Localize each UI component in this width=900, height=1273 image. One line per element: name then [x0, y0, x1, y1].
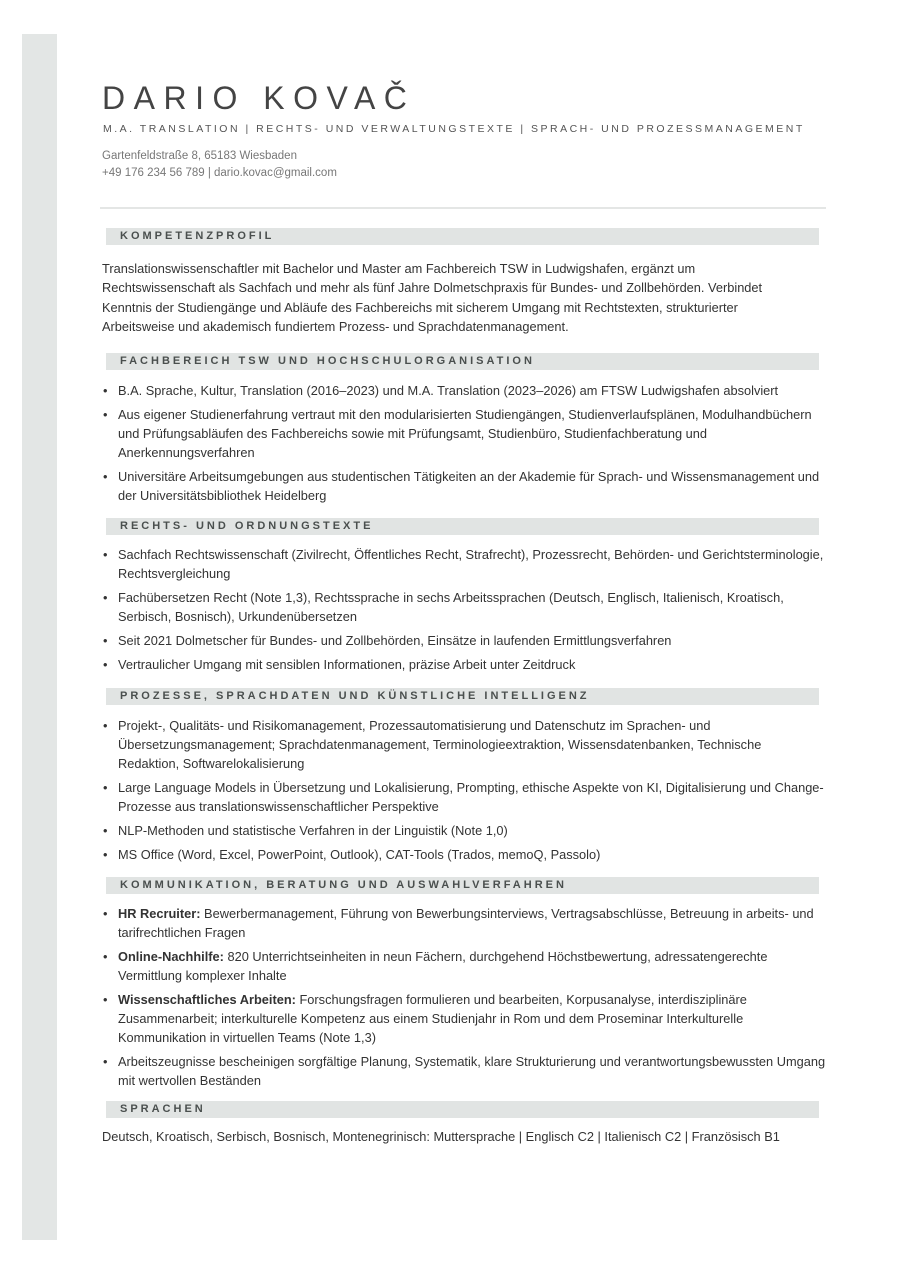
address: Gartenfeldstraße 8, 65183 Wiesbaden — [102, 150, 297, 162]
contact-block — [102, 148, 337, 182]
section-title-profile: KOMPETENZPROFIL — [106, 228, 819, 245]
legal-list — [102, 545, 826, 679]
section-title-faculty: FACHBEREICH TSW UND HOCHSCHULORGANISATION — [106, 353, 819, 370]
item-text: Arbeitszeugnisse bescheinigen sorgfältige Planung, Systematik, klare Strukturierung und verantwortungsbewussten Umgang mit wertvollen Beständen — [118, 1054, 826, 1088]
section-title-communication: KOMMUNIKATION, BERATUNG UND AUSWAHLVERFAHREN — [106, 877, 819, 894]
list-item: • Aus eigener Studienerfahrung vertraut mit den modularisierten Studiengängen, Studienverlaufsplänen, Modulhandbüchern und Prüfungsabläufen des Fachbereichs sowie mit Prüfungsamt, Studienbüro, Studienfachberatung und Anerkennungsverfahren — [102, 405, 826, 462]
faculty-list — [102, 381, 826, 510]
candidate-name: DARIO KOVAČ — [102, 80, 416, 116]
candidate-subtitle: M.A. TRANSLATION | RECHTS- UND VERWALTUNGSTEXTE | SPRACH- UND PROZESSMANAGEMENT — [103, 123, 805, 135]
profile-text: Translationswissenschaftler mit Bachelor und Master am Fachbereich TSW in Ludwigshafen, ergänzt um Rechtswissenschaft als Sachfach und mehr als fünf Jahre Dolmetschpraxis für Bundes- und Zollbehörden. Verbindet Kenntnis der Studiengänge und Abläufe des Fachbereichs mit sicherem Umgang mit Rechtstexten, strukturierter Arbeitsweise und akademisch fundiertem Prozess- und Sprachdatenmanagement. — [102, 261, 763, 334]
list-item: • B.A. Sprache, Kultur, Translation (2016–2023) und M.A. Translation (2023–2026) am FTSW Ludwigshafen absolviert — [102, 381, 826, 400]
list-item: • Universitäre Arbeitsumgebungen aus studentischen Tätigkeiten an der Akademie für Sprach- und Wissensmanagement und der Universitätsbibliothek Heidelberg — [102, 467, 826, 505]
list-item: • MS Office (Word, Excel, PowerPoint, Outlook), CAT-Tools (Trados, memoQ, Passolo) — [102, 845, 826, 864]
list-item: • Large Language Models in Übersetzung und Lokalisierung, Prompting, ethische Aspekte von KI, Digitalisierung und Change-Prozesse aus translationswissenschaftlicher Perspektive — [102, 778, 826, 816]
languages-text: Deutsch, Kroatisch, Serbisch, Bosnisch, Montenegrinisch: Muttersprache | Englisch C2 | Italienisch C2 | Französisch B1 — [102, 1129, 780, 1144]
section-title-languages: SPRACHEN — [106, 1101, 819, 1118]
list-item: • Sachfach Rechtswissenschaft (Zivilrecht, Öffentliches Recht, Strafrecht), Prozessrecht, Behörden- und Gerichtsterminologie, Rechtsvergleichung — [102, 545, 826, 583]
processes-list — [102, 716, 826, 869]
decorative-sidebar — [22, 34, 57, 1240]
list-item: • Fachübersetzen Recht (Note 1,3), Rechtssprache in sechs Arbeitssprachen (Deutsch, Englisch, Italienisch, Kroatisch, Serbisch, Bosnisch), Urkundenübersetzen — [102, 588, 826, 626]
item-label: HR Recruiter: — [118, 906, 201, 921]
list-item: • Vertraulicher Umgang mit sensiblen Informationen, präzise Arbeit unter Zeitdruck — [102, 655, 826, 674]
section-title-legal: RECHTS- UND ORDNUNGSTEXTE — [106, 518, 819, 535]
communication-list — [102, 904, 826, 1095]
list-item: • NLP-Methoden und statistische Verfahren in der Linguistik (Note 1,0) — [102, 821, 826, 840]
item-label: Online-Nachhilfe: — [118, 949, 224, 964]
item-text: Bewerbermanagement, Führung von Bewerbungsinterviews, Vertragsabschlüsse, Betreuung in arbeits- und tarifrechtlichen Fragen — [118, 906, 814, 940]
item-label: Wissenschaftliches Arbeiten: — [118, 992, 296, 1007]
list-item: • Seit 2021 Dolmetscher für Bundes- und Zollbehörden, Einsätze in laufenden Ermittlungsverfahren — [102, 631, 826, 650]
item-text: Forschungsfragen formulieren und bearbeiten, Korpusanalyse, interdisziplinäre Zusammenarbeit; interkulturelle Kompetenz aus einem Studienjahr in Rom und dem Proseminar Interkulturelle Kommunikation in virtuellen Teams (Note 1,3) — [118, 992, 747, 1045]
header-divider — [100, 207, 826, 209]
list-item — [102, 904, 826, 942]
list-item — [102, 990, 826, 1047]
list-item: • Projekt-, Qualitäts- und Risikomanagement, Prozessautomatisierung und Datenschutz im Sprachen- und Übersetzungsmanagement; Sprachdatenmanagement, Terminologieextraktion, Wissensdatenbanken, Technische Redaktion, Softwarelokalisierung — [102, 716, 826, 773]
list-item — [102, 1052, 826, 1090]
item-text: 820 Unterrichtseinheiten in neun Fächern, durchgehend Höchstbewertung, adressatengerechte Vermittlung komplexer Inhalte — [118, 949, 768, 983]
list-item — [102, 947, 826, 985]
phone-email: +49 176 234 56 789 | dario.kovac@gmail.com — [102, 167, 337, 179]
section-title-processes: PROZESSE, SPRACHDATEN UND KÜNSTLICHE INTELLIGENZ — [106, 688, 819, 705]
